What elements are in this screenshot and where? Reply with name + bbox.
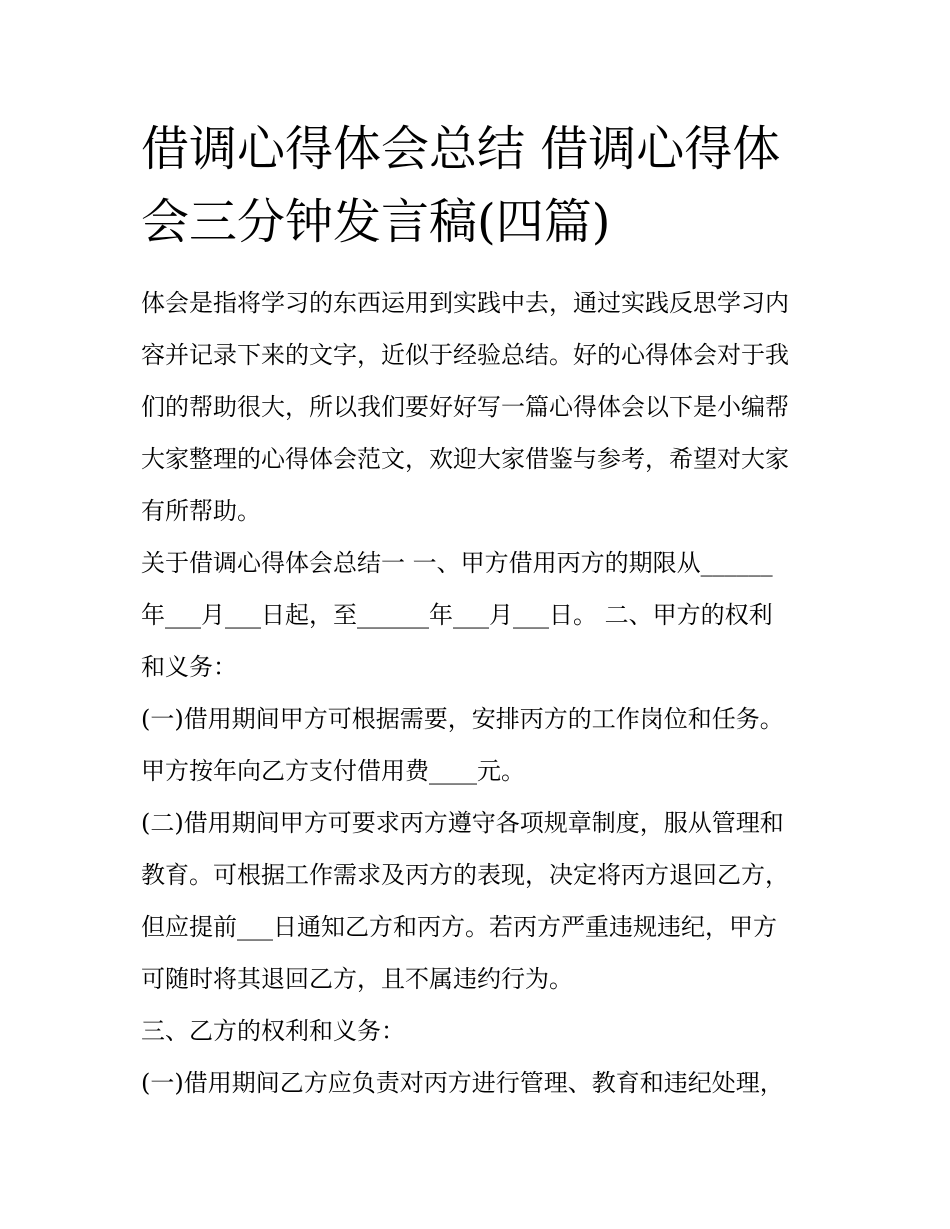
body-line: 可随时将其退回乙方，且不属违约行为。 (141, 965, 573, 993)
body-line: 教育。可根据工作需求及丙方的表现，决定将丙方退回乙方， (141, 861, 789, 889)
body-line: 但应提前___日通知乙方和丙方。若丙方严重违规违纪，甲方 (141, 913, 777, 941)
body-line: 们的帮助很大，所以我们要好好写一篇心得体会以下是小编帮 (141, 393, 789, 421)
body-line: 有所帮助。 (141, 497, 261, 525)
document-body (141, 277, 831, 1109)
title-line-1: 借调心得体会总结 借调心得体 (141, 121, 781, 177)
body-line: (二)借用期间甲方可要求丙方遵守各项规章制度，服从管理和 (141, 809, 784, 837)
body-line: 大家整理的心得体会范文，欢迎大家借鉴与参考，希望对大家 (141, 445, 789, 473)
body-line: 关于借调心得体会总结一 一、甲方借用丙方的期限从______ (141, 549, 773, 577)
body-line: 体会是指将学习的东西运用到实践中去，通过实践反思学习内 (141, 289, 789, 317)
body-line: 甲方按年向乙方支付借用费____元。 (141, 757, 525, 785)
title-line-2: 会三分钟发言稿(四篇) (141, 194, 611, 250)
body-line: 年___月___日起，至______年___月___日。 二、甲方的权利 (141, 601, 773, 629)
body-line: (一)借用期间乙方应负责对丙方进行管理、教育和违纪处理， (141, 1069, 784, 1097)
body-line: 容并记录下来的文字，近似于经验总结。好的心得体会对于我 (141, 341, 789, 369)
document-title (141, 113, 821, 259)
body-line: 三、乙方的权利和义务： (141, 1017, 405, 1045)
body-line: 和义务： (141, 653, 237, 681)
body-line: (一)借用期间甲方可根据需要，安排丙方的工作岗位和任务。 (141, 705, 784, 733)
